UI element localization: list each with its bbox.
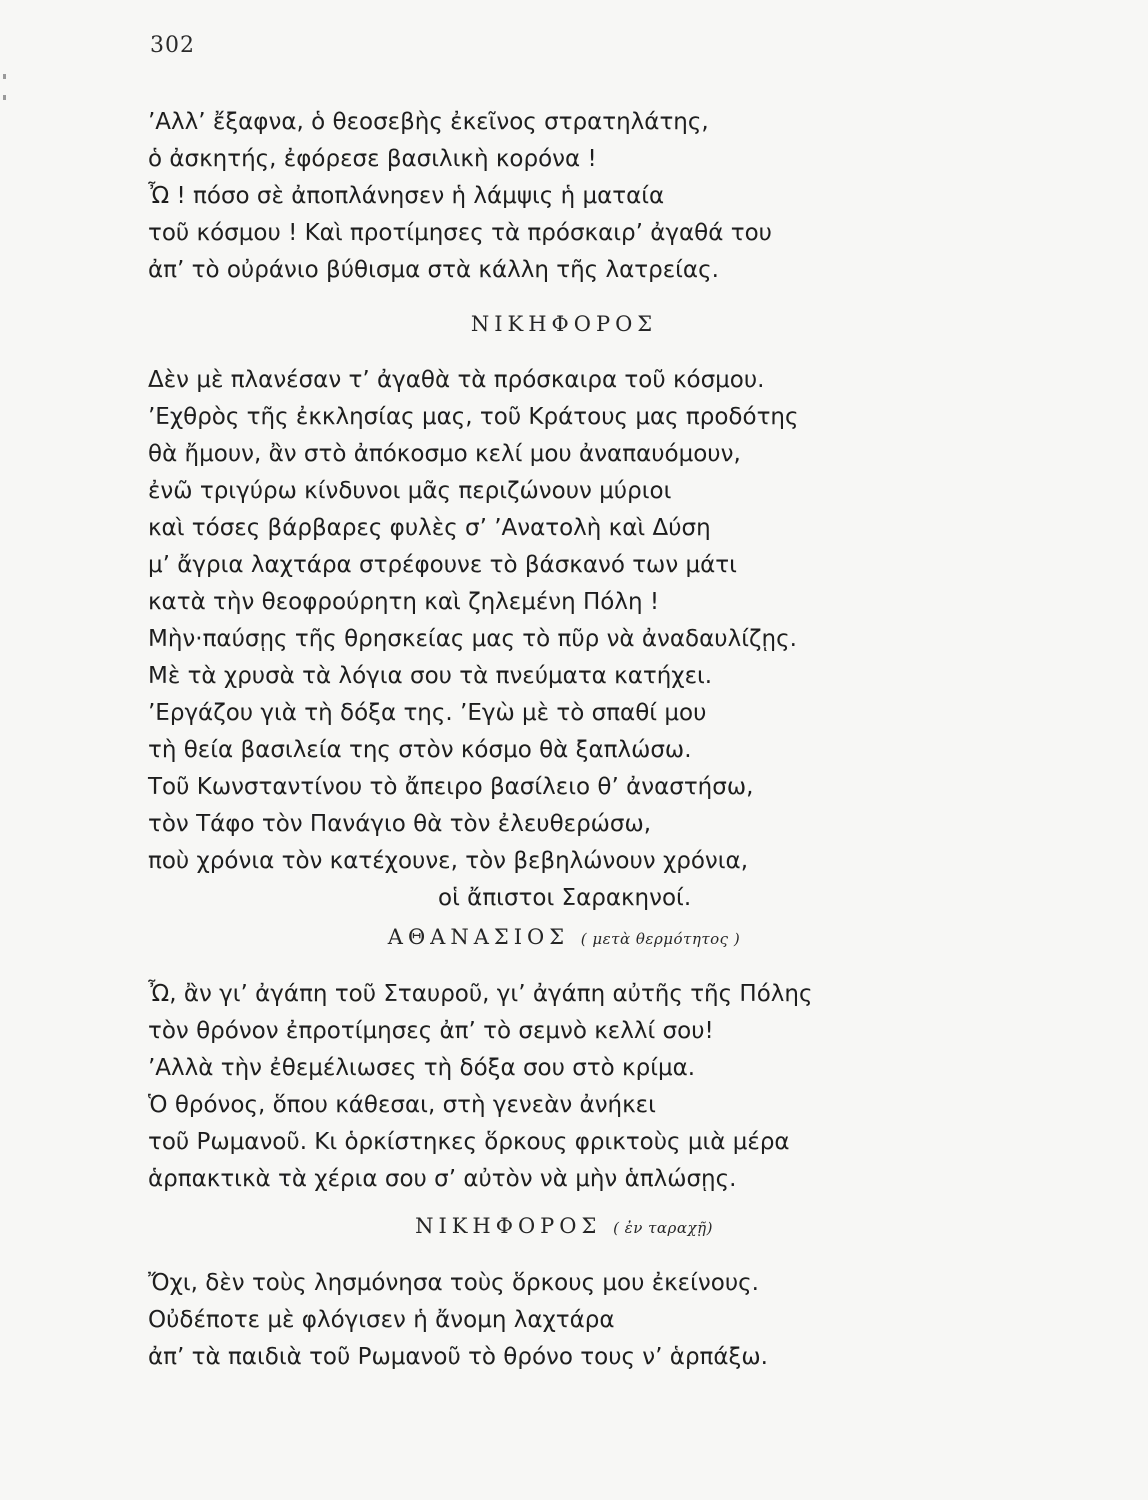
verse-line: τοῦ Ρωμανοῦ. Κι ὁρκίστηκες ὅρκους φρικτοὺς μιὰ μέρα (148, 1129, 790, 1155)
margin-mark (3, 95, 6, 100)
verse-line: Μὲ τὰ χρυσὰ τὰ λόγια σου τὰ πνεύματα κατήχει. (148, 663, 713, 689)
verse-line: ’Εχθρὸς τῆς ἐκκλησίας μας, τοῦ Κράτους μας προδότης (148, 404, 799, 430)
verse-line: τὸν θρόνον ἐπροτίμησες ἀπ’ τὸ σεμνὸ κελλί σου! (148, 1018, 714, 1044)
verse-line: Τοῦ Κωνσταντίνου τὸ ἄπειρο βασίλειο θ’ ἀναστήσω, (148, 774, 754, 800)
verse-line: ἀπ’ τὰ παιδιὰ τοῦ Ρωμανοῦ τὸ θρόνο τους ν’ ἁρπάξω. (148, 1344, 768, 1370)
verse-line: ἁρπακτικὰ τὰ χέρια σου σ’ αὐτὸν νὰ μὴν ἁπλώσῃς. (148, 1166, 737, 1192)
verse-line: θὰ ἤμουν, ἂν στὸ ἀπόκοσμο κελί μου ἀναπαυόμουν, (148, 441, 741, 467)
verse-line: ἐνῶ τριγύρω κίνδυνοι μᾶς περιζώνουν μύριοι (148, 478, 672, 504)
speaker-heading-nikiforos-2 (0, 1214, 1138, 1238)
verse-line: ’Αλλ’ ἔξαφνα, ὁ θεοσεβὴς ἐκεῖνος στρατηλάτης, (148, 109, 709, 135)
verse-block-3 (148, 976, 812, 1198)
verse-line: ’Αλλὰ τὴν ἐθεμέλιωσες τὴ δόξα σου στὸ κρίμα. (148, 1055, 696, 1081)
verse-line: Ὄχι, δὲν τοὺς λησμόνησα τοὺς ὅρκους μου ἐκείνους. (148, 1270, 759, 1296)
verse-line: ὁ ἀσκητής, ἐφόρεσε βασιλικὴ κορόνα ! (148, 146, 597, 172)
verse-line-indented: οἱ ἄπιστοι Σαρακηνοί. (438, 885, 692, 911)
speaker-heading-nikiforos (0, 312, 1138, 336)
stage-direction: ( μετὰ θερμότητος ) (580, 930, 741, 948)
page-number: 302 (150, 33, 195, 58)
verse-line: ’Εργάζου γιὰ τὴ δόξα της. ’Εγὼ μὲ τὸ σπαθί μου (148, 700, 707, 726)
stage-direction: ( ἐν ταραχῇ) (613, 1219, 713, 1237)
verse-line: Δὲν μὲ πλανέσαν τ’ ἀγαθὰ τὰ πρόσκαιρα τοῦ κόσμου. (148, 367, 765, 393)
verse-line: ἀπ’ τὸ οὐράνιο βύθισμα στὰ κάλλη τῆς λατρείας. (148, 257, 719, 283)
verse-line: Ὦ, ἂν γι’ ἀγάπη τοῦ Σταυροῦ, γι’ ἀγάπη αὐτῆς τῆς Πόλης (148, 981, 813, 1007)
speaker-heading-athanasios (0, 925, 1138, 949)
verse-block-1 (148, 104, 772, 289)
verse-line: Οὐδέποτε μὲ φλόγισεν ἡ ἄνομη λαχτάρα (148, 1307, 615, 1333)
speaker-name: ΝΙΚΗΦΟΡΟΣ (470, 312, 658, 336)
margin-mark (3, 74, 6, 79)
verse-line: κατὰ τὴν θεοφρούρητη καὶ ζηλεμένη Πόλη ! (148, 589, 660, 615)
verse-line: ποὺ χρόνια τὸν κατέχουνε, τὸν βεβηλώνουν χρόνια, (148, 848, 748, 874)
speaker-name: ΑΘΑΝΑΣΙΟΣ (387, 925, 570, 949)
verse-line: καὶ τόσες βάρβαρες φυλὲς σ’ ’Ανατολὴ καὶ Δύση (148, 515, 711, 541)
verse-block-4 (148, 1265, 768, 1376)
verse-line: τοῦ κόσμου ! Καὶ προτίμησες τὰ πρόσκαιρ’ ἀγαθά του (148, 220, 772, 246)
speaker-name: ΝΙΚΗΦΟΡΟΣ (415, 1214, 602, 1238)
verse-line: Ὦ ! πόσο σὲ ἀποπλάνησεν ἡ λάμψις ἡ ματαία (148, 183, 665, 209)
verse-line: μ’ ἄγρια λαχτάρα στρέφουνε τὸ βάσκανό των μάτι (148, 552, 737, 578)
verse-line: τὸν Τάφο τὸν Πανάγιο θὰ τὸν ἐλευθερώσω, (148, 811, 652, 837)
verse-line: Ὁ θρόνος, ὅπου κάθεσαι, στὴ γενεὰν ἀνήκει (148, 1092, 656, 1118)
verse-block-2 (148, 362, 799, 917)
verse-line: τὴ θεία βασιλεία της στὸν κόσμο θὰ ξαπλώσω. (148, 737, 692, 763)
verse-line: Μὴν·παύσῃς τῆς θρησκείας μας τὸ πῦρ νὰ ἀναδαυλίζῃς. (148, 626, 797, 652)
